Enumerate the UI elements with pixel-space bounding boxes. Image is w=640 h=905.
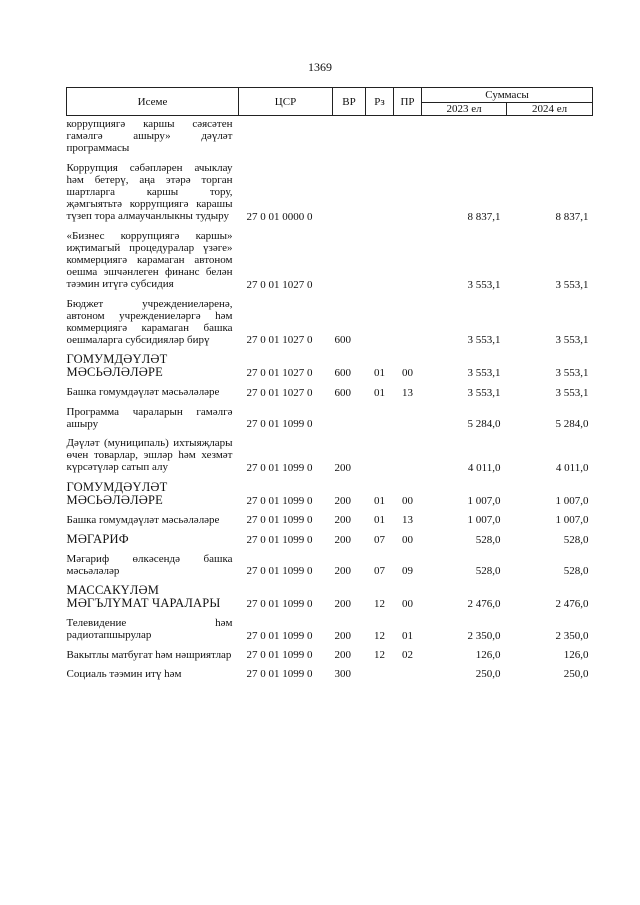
table-row <box>67 474 593 507</box>
table-row <box>67 661 593 680</box>
cell-vr: 200 <box>334 513 351 526</box>
cell-y2024: 1 007,0 <box>555 494 589 507</box>
cell-name: коррупциягә каршы сәясәтен гамәлгә ашыру» дәүләт программасы <box>66 118 233 155</box>
cell-csr: 27 0 01 1099 0 <box>246 513 313 526</box>
cell-rz: 07 <box>374 533 385 546</box>
cell-pr: 13 <box>402 513 413 526</box>
cell-vr <box>333 116 366 155</box>
cell-y2023: 4 011,0 <box>467 461 501 474</box>
cell-name: ГОМУМДӘҮЛӘТ МӘСЬӘЛӘЛӘРЕ <box>66 479 168 507</box>
header-sums: Суммасы <box>422 88 593 103</box>
page-number: 1369 <box>308 60 332 74</box>
table-row <box>67 577 593 610</box>
cell-rz <box>366 399 394 430</box>
cell-vr: 600 <box>334 367 351 380</box>
cell-csr: 27 0 01 1027 0 <box>246 278 313 291</box>
cell-pr <box>394 116 422 155</box>
cell-rz: 12 <box>374 629 385 642</box>
cell-csr: 27 0 01 1099 0 <box>246 668 313 681</box>
header-year-2024: 2024 ел <box>507 103 593 116</box>
cell-vr: 600 <box>334 386 351 399</box>
cell-y2023: 2 476,0 <box>467 598 501 611</box>
cell-name: Бюджет учреждениеләренә, автоном учреждениеләргә һәм коммерциягә карамаган башка оешмаларга субсидияләр бирү <box>66 297 233 347</box>
table-row <box>67 379 593 398</box>
cell-pr: 00 <box>402 367 413 380</box>
cell-vr: 200 <box>334 494 351 507</box>
header-vr: ВР <box>333 88 366 116</box>
cell-y2024: 8 837,1 <box>555 210 589 223</box>
table-row <box>67 526 593 546</box>
table-body <box>67 116 593 681</box>
cell-y2024: 250,0 <box>563 668 589 681</box>
cell-name: Мәгариф өлкәсендә башка мәсьәләләр <box>66 552 233 578</box>
cell-y2024: 3 553,1 <box>555 334 589 347</box>
cell-vr: 200 <box>334 629 351 642</box>
table-row <box>67 116 593 155</box>
cell-name: Программа чараларын гамәлгә ашыру <box>66 405 233 430</box>
cell-rz <box>366 223 394 291</box>
cell-pr: 00 <box>402 494 413 507</box>
cell-y2024: 5 284,0 <box>555 418 589 431</box>
cell-vr: 300 <box>334 668 351 681</box>
table-row <box>67 291 593 347</box>
header-rz: Рз <box>366 88 394 116</box>
cell-rz: 01 <box>374 386 385 399</box>
cell-csr: 27 0 01 1099 0 <box>246 565 313 578</box>
cell-y2023: 528,0 <box>475 533 501 546</box>
header-name: Исеме <box>67 88 239 116</box>
cell-csr: 27 0 01 1099 0 <box>246 648 313 661</box>
cell-csr <box>239 116 333 155</box>
table-row <box>67 223 593 291</box>
cell-y2023: 528,0 <box>475 565 501 578</box>
cell-csr: 27 0 01 1099 0 <box>246 598 313 611</box>
cell-name: МӘГАРИФ <box>66 531 129 546</box>
cell-rz: 12 <box>374 598 385 611</box>
cell-name: Телевидение һәм радиотапшырулар <box>66 617 233 642</box>
cell-rz <box>366 155 394 223</box>
cell-pr <box>394 155 422 223</box>
cell-rz: 01 <box>374 494 385 507</box>
table-row <box>67 507 593 526</box>
cell-csr: 27 0 01 1099 0 <box>246 494 313 507</box>
cell-y2024: 3 553,1 <box>555 367 589 380</box>
cell-y2023: 3 553,1 <box>467 334 501 347</box>
cell-y2024: 528,0 <box>563 533 589 546</box>
cell-rz: 07 <box>374 565 385 578</box>
cell-y2024: 3 553,1 <box>555 386 589 399</box>
cell-y2023 <box>422 116 507 155</box>
cell-vr <box>333 223 366 291</box>
table-row <box>67 155 593 223</box>
table-row <box>67 610 593 641</box>
cell-rz <box>366 430 394 474</box>
table-row <box>67 430 593 474</box>
cell-rz <box>366 291 394 347</box>
table-row <box>67 642 593 661</box>
cell-y2024: 3 553,1 <box>555 278 589 291</box>
cell-csr: 27 0 01 0000 0 <box>246 210 313 223</box>
table-row <box>67 546 593 577</box>
cell-vr: 200 <box>334 598 351 611</box>
cell-vr: 200 <box>334 565 351 578</box>
cell-csr: 27 0 01 1027 0 <box>246 367 313 380</box>
cell-rz: 12 <box>374 648 385 661</box>
header-year-2023: 2023 ел <box>422 103 507 116</box>
cell-y2024: 1 007,0 <box>555 513 589 526</box>
cell-pr: 13 <box>402 386 413 399</box>
cell-y2024: 2 476,0 <box>555 598 589 611</box>
cell-csr: 27 0 01 1099 0 <box>246 629 313 642</box>
cell-name: Коррупция сәбәпләрен ачыклау һәм бетерү, аңа этәрә торган шартларга каршы тору, җәмгыятьтә коррупциягә карашы түзеп тора алмаучанлыкны тудыру <box>66 161 233 223</box>
cell-y2024: 528,0 <box>563 565 589 578</box>
cell-y2023: 126,0 <box>475 648 501 661</box>
cell-pr: 00 <box>402 533 413 546</box>
cell-pr <box>394 661 422 680</box>
cell-pr: 00 <box>402 598 413 611</box>
cell-y2024: 2 350,0 <box>555 629 589 642</box>
cell-y2023: 5 284,0 <box>467 418 501 431</box>
cell-pr <box>394 399 422 430</box>
cell-y2023: 1 007,0 <box>467 513 501 526</box>
cell-pr: 09 <box>402 565 413 578</box>
header-csr: ЦСР <box>239 88 333 116</box>
cell-name: «Бизнес коррупциягә каршы» иҗтимагый процедуралар үзәге» коммерциягә карамаган автоном оешма эшчәнлеген финанс белән тәэмин итүгә субсидия <box>66 229 233 291</box>
cell-pr: 02 <box>402 648 413 661</box>
cell-y2023: 3 553,1 <box>467 386 501 399</box>
cell-vr: 600 <box>334 334 351 347</box>
cell-csr: 27 0 01 1027 0 <box>246 334 313 347</box>
cell-name: Социаль тәэмин итү һәм <box>66 667 182 680</box>
cell-rz <box>366 116 394 155</box>
cell-pr <box>394 291 422 347</box>
cell-pr <box>394 430 422 474</box>
cell-csr: 27 0 01 1099 0 <box>246 418 313 431</box>
cell-vr: 200 <box>334 461 351 474</box>
cell-y2023: 2 350,0 <box>467 629 501 642</box>
table-row <box>67 346 593 379</box>
cell-pr: 01 <box>402 629 413 642</box>
cell-name: МАССАКҮЛӘМ МӘГЪЛҮМАТ ЧАРАЛАРЫ <box>66 583 221 611</box>
header-pr: ПР <box>394 88 422 116</box>
cell-y2024: 4 011,0 <box>555 461 589 474</box>
cell-y2023: 3 553,1 <box>467 278 501 291</box>
cell-y2023: 8 837,1 <box>467 210 501 223</box>
cell-name: ГОМУМДӘҮЛӘТ МӘСЬӘЛӘЛӘРЕ <box>66 352 168 380</box>
cell-rz: 01 <box>374 513 385 526</box>
cell-rz: 01 <box>374 367 385 380</box>
cell-y2024: 126,0 <box>563 648 589 661</box>
cell-name: Башка гомумдәүләт мәсьәләләре <box>66 386 220 399</box>
cell-csr: 27 0 01 1099 0 <box>246 533 313 546</box>
cell-csr: 27 0 01 1027 0 <box>246 386 313 399</box>
budget-table <box>66 87 593 680</box>
cell-csr: 27 0 01 1099 0 <box>246 461 313 474</box>
cell-name: Вакытлы матбугат һәм нәшриятлар <box>66 648 232 661</box>
cell-name: Дәүләт (муниципаль) ихтыяҗлары өчен товарлар, эшләр һәм хезмәт күрсәтүләр сатып алу <box>66 437 233 474</box>
cell-y2024 <box>507 116 593 155</box>
cell-vr: 200 <box>334 648 351 661</box>
cell-pr <box>394 223 422 291</box>
cell-y2023: 1 007,0 <box>467 494 501 507</box>
table-row <box>67 399 593 430</box>
cell-vr <box>333 399 366 430</box>
cell-name: Башка гомумдәүләт мәсьәләләре <box>66 513 220 526</box>
cell-vr: 200 <box>334 533 351 546</box>
cell-vr <box>333 155 366 223</box>
table-header <box>67 88 593 116</box>
cell-rz <box>366 661 394 680</box>
cell-y2023: 3 553,1 <box>467 367 501 380</box>
cell-y2023: 250,0 <box>475 668 501 681</box>
